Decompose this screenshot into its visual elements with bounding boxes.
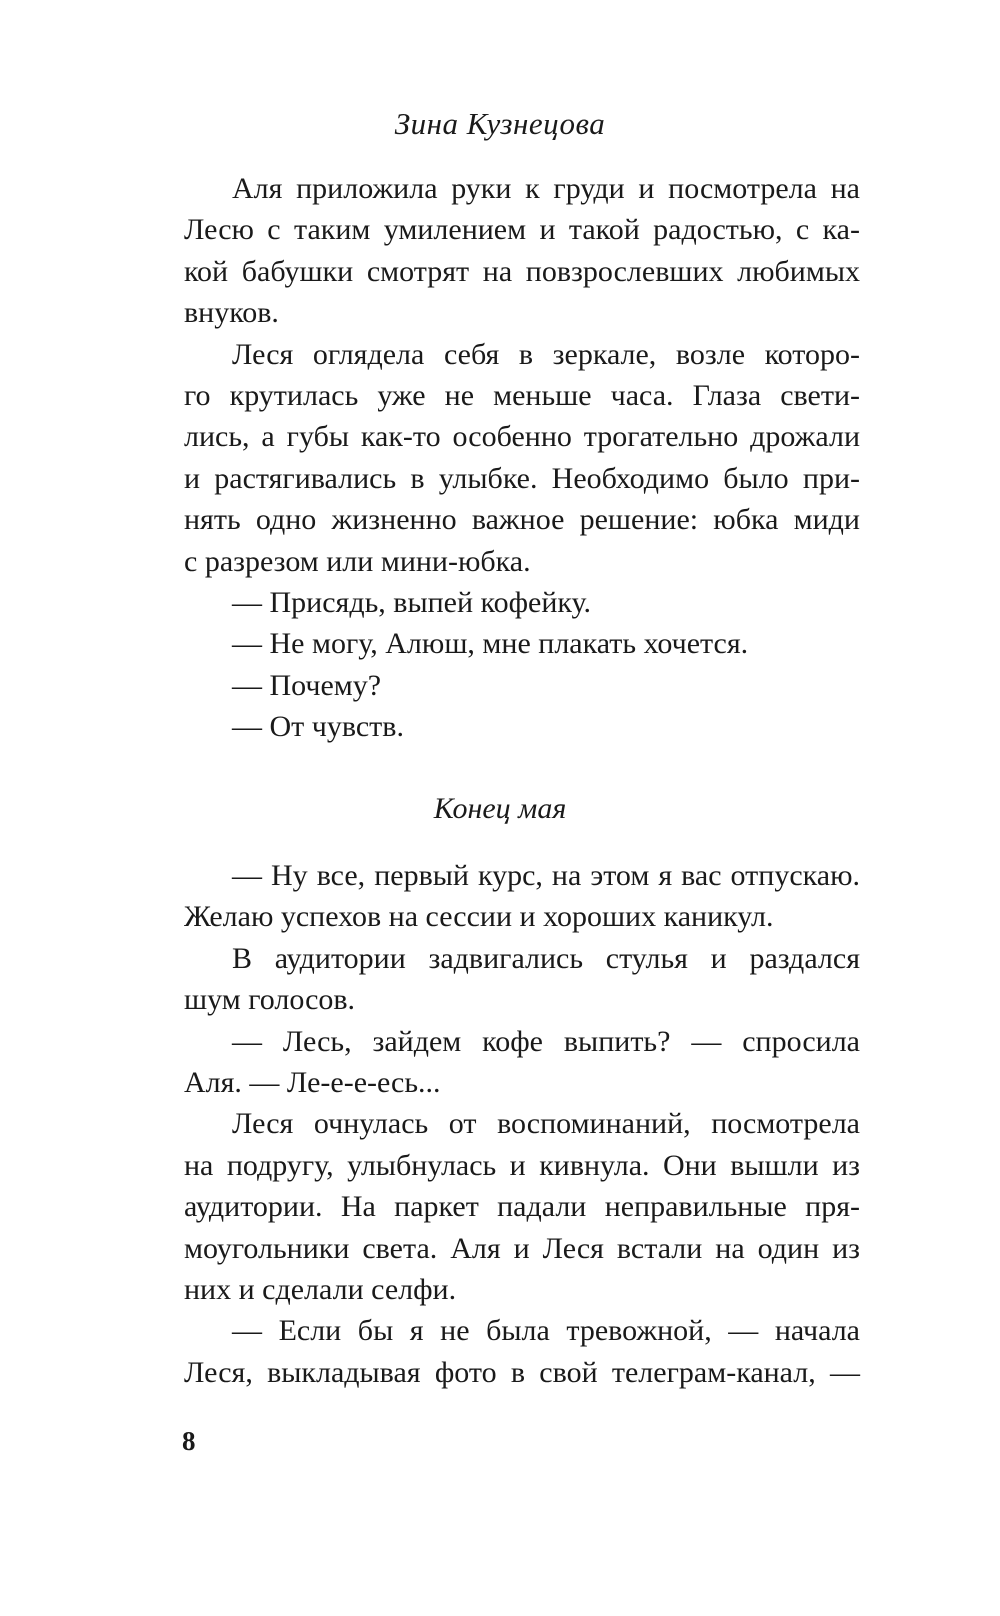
dialogue-line: — Присядь, выпей кофейку. bbox=[232, 585, 592, 619]
text-line: В аудитории задвигались стулья и раздался bbox=[232, 941, 860, 975]
text-line: на подругу, улыбнулась и кивнула. Они вышли из bbox=[184, 1148, 860, 1182]
text-line: аудитории. На паркет падали неправильные пря- bbox=[184, 1190, 860, 1224]
text-line: нять одно жизненно важное решение: юбка миди bbox=[184, 503, 860, 537]
text-line: Леся оглядела себя в зеркале, возле которо- bbox=[232, 337, 860, 371]
text-line: лись, а губы как-то особенно трогательно дрожали bbox=[184, 420, 860, 454]
page-number: 8 bbox=[182, 1426, 196, 1456]
text-line: моугольники света. Аля и Леся встали на один из bbox=[184, 1231, 860, 1265]
dialogue-line: — Почему? bbox=[232, 668, 382, 702]
dialogue-line: — Лесь, зайдем кофе выпить? — спросила bbox=[232, 1024, 860, 1058]
text-line: кой бабушки смотрят на повзрослевших любимых bbox=[184, 254, 860, 288]
text-line: Аля. — Ле-е-е-есь... bbox=[184, 1065, 441, 1099]
chapter-title: Конец мая bbox=[433, 792, 567, 825]
text-line: шум голосов. bbox=[184, 983, 356, 1017]
text-line: Аля приложила руки к груди и посмотрела на bbox=[232, 172, 860, 205]
dialogue-line: — Не могу, Алюш, мне плакать хочется. bbox=[232, 627, 749, 661]
text-line: с разрезом или мини-юбка. bbox=[184, 544, 531, 578]
text-line: внуков. bbox=[184, 296, 279, 330]
text-line: Леся, выкладывая фото в свой телеграм-канал, — bbox=[184, 1355, 860, 1389]
running-header: Зина Кузнецова bbox=[394, 106, 606, 141]
text-line: Леся очнулась от воспоминаний, посмотрела bbox=[232, 1107, 860, 1141]
dialogue-line: — Если бы я не была тревожной, — начала bbox=[232, 1314, 860, 1348]
text-line: и растягивались в улыбке. Необходимо было при- bbox=[184, 461, 860, 495]
text-line: го крутилась уже не меньше часа. Глаза свети- bbox=[184, 378, 860, 412]
text-line: Лесю с таким умилением и такой радостью, с ка- bbox=[184, 213, 860, 247]
text-block-top bbox=[184, 168, 860, 747]
dialogue-line: — Ну все, первый курс, на этом я вас отпускаю. bbox=[232, 859, 860, 892]
text-line: Желаю успехов на сессии и хороших каникул. bbox=[184, 900, 774, 934]
text-block-bottom bbox=[184, 855, 860, 1393]
text-line: них и сделали селфи. bbox=[184, 1272, 457, 1306]
dialogue-line: — От чувств. bbox=[232, 710, 404, 744]
